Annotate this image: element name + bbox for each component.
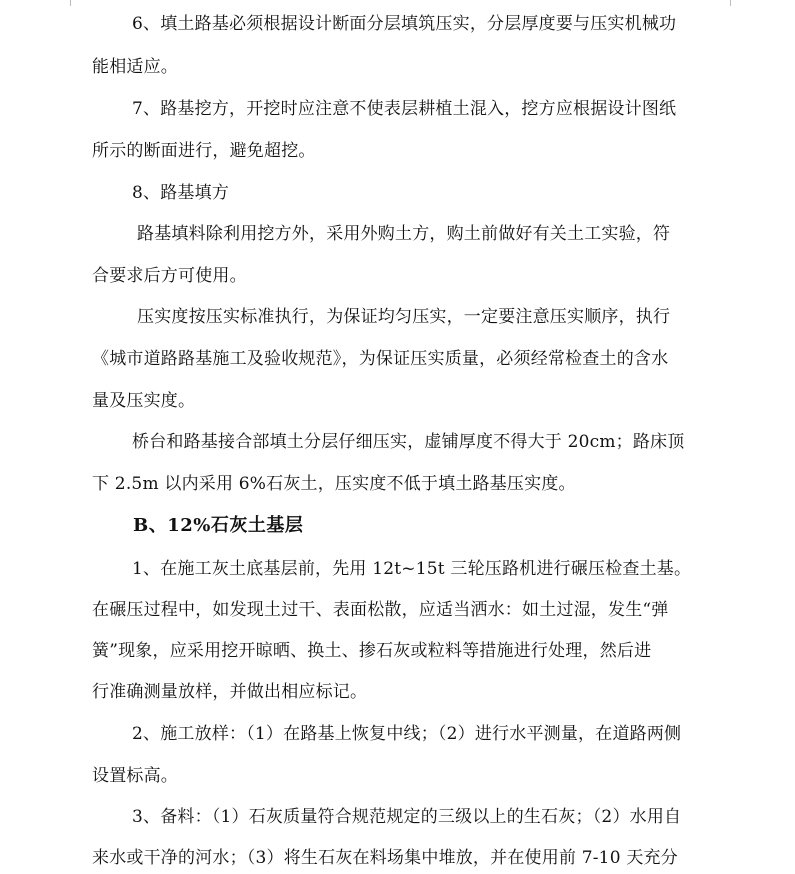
page-margin-mark-left <box>70 0 71 6</box>
text-line-1: 6、填土路基必须根据设计断面分层填筑压实，分层厚度要与压实机械功 <box>132 14 677 34</box>
text-line-12: 下 2.5m 以内采用 6%石灰土，压实度不低于填土路基压实度。 <box>92 474 576 494</box>
text-line-4: 所示的断面进行，避免超挖。 <box>92 141 316 161</box>
text-line-20: 3、备料：（1）石灰质量符合规范规定的三级以上的生石灰；（2）水用自 <box>132 807 682 827</box>
text-line-15: 在碾压过程中，如发现土过干、表面松散，应适当洒水：如土过湿，发生“弹 <box>92 600 669 620</box>
text-line-2: 能相适应。 <box>92 57 178 77</box>
text-line-7: 合要求后方可使用。 <box>92 266 247 286</box>
text-line-8: 压实度按压实标准执行，为保证均匀压实，一定要注意压实顺序，执行 <box>137 307 671 327</box>
text-line-3: 7、路基挖方，开挖时应注意不使表层耕植土混入，挖方应根据设计图纸 <box>132 99 677 119</box>
text-line-21: 来水或干净的河水；（3）将生石灰在料场集中堆放，并在使用前 7-10 天充分 <box>92 848 678 868</box>
text-line-19: 设置标高。 <box>92 766 178 786</box>
text-line-6: 路基填料除利用挖方外，采用外购土方，购土前做好有关土工实验，符 <box>137 224 671 244</box>
text-line-5: 8、路基填方 <box>132 183 230 203</box>
text-line-10: 量及压实度。 <box>92 391 196 411</box>
text-line-11: 桥台和路基接合部填土分层仔细压实，虚铺厚度不得大于 20cm；路床顶 <box>132 432 685 452</box>
text-line-9: 《城市道路路基施工及验收规范》，为保证压实质量，必须经常检查土的含水 <box>92 349 669 369</box>
section-heading-b: B、12%石灰土基层 <box>133 515 304 536</box>
text-line-18: 2、施工放样：（1）在路基上恢复中线；（2）进行水平测量，在道路两侧 <box>132 724 682 744</box>
text-line-16: 簧”现象，应采用挖开晾晒、换土、掺石灰或粒料等措施进行处理，然后进 <box>92 641 652 661</box>
page-margin-mark-right <box>730 0 731 6</box>
text-line-14: 1、在施工灰土底基层前，先用 12t~15t 三轮压路机进行碾压检查土基。 <box>132 559 692 579</box>
text-line-17: 行准确测量放样，并做出相应标记。 <box>92 682 368 702</box>
